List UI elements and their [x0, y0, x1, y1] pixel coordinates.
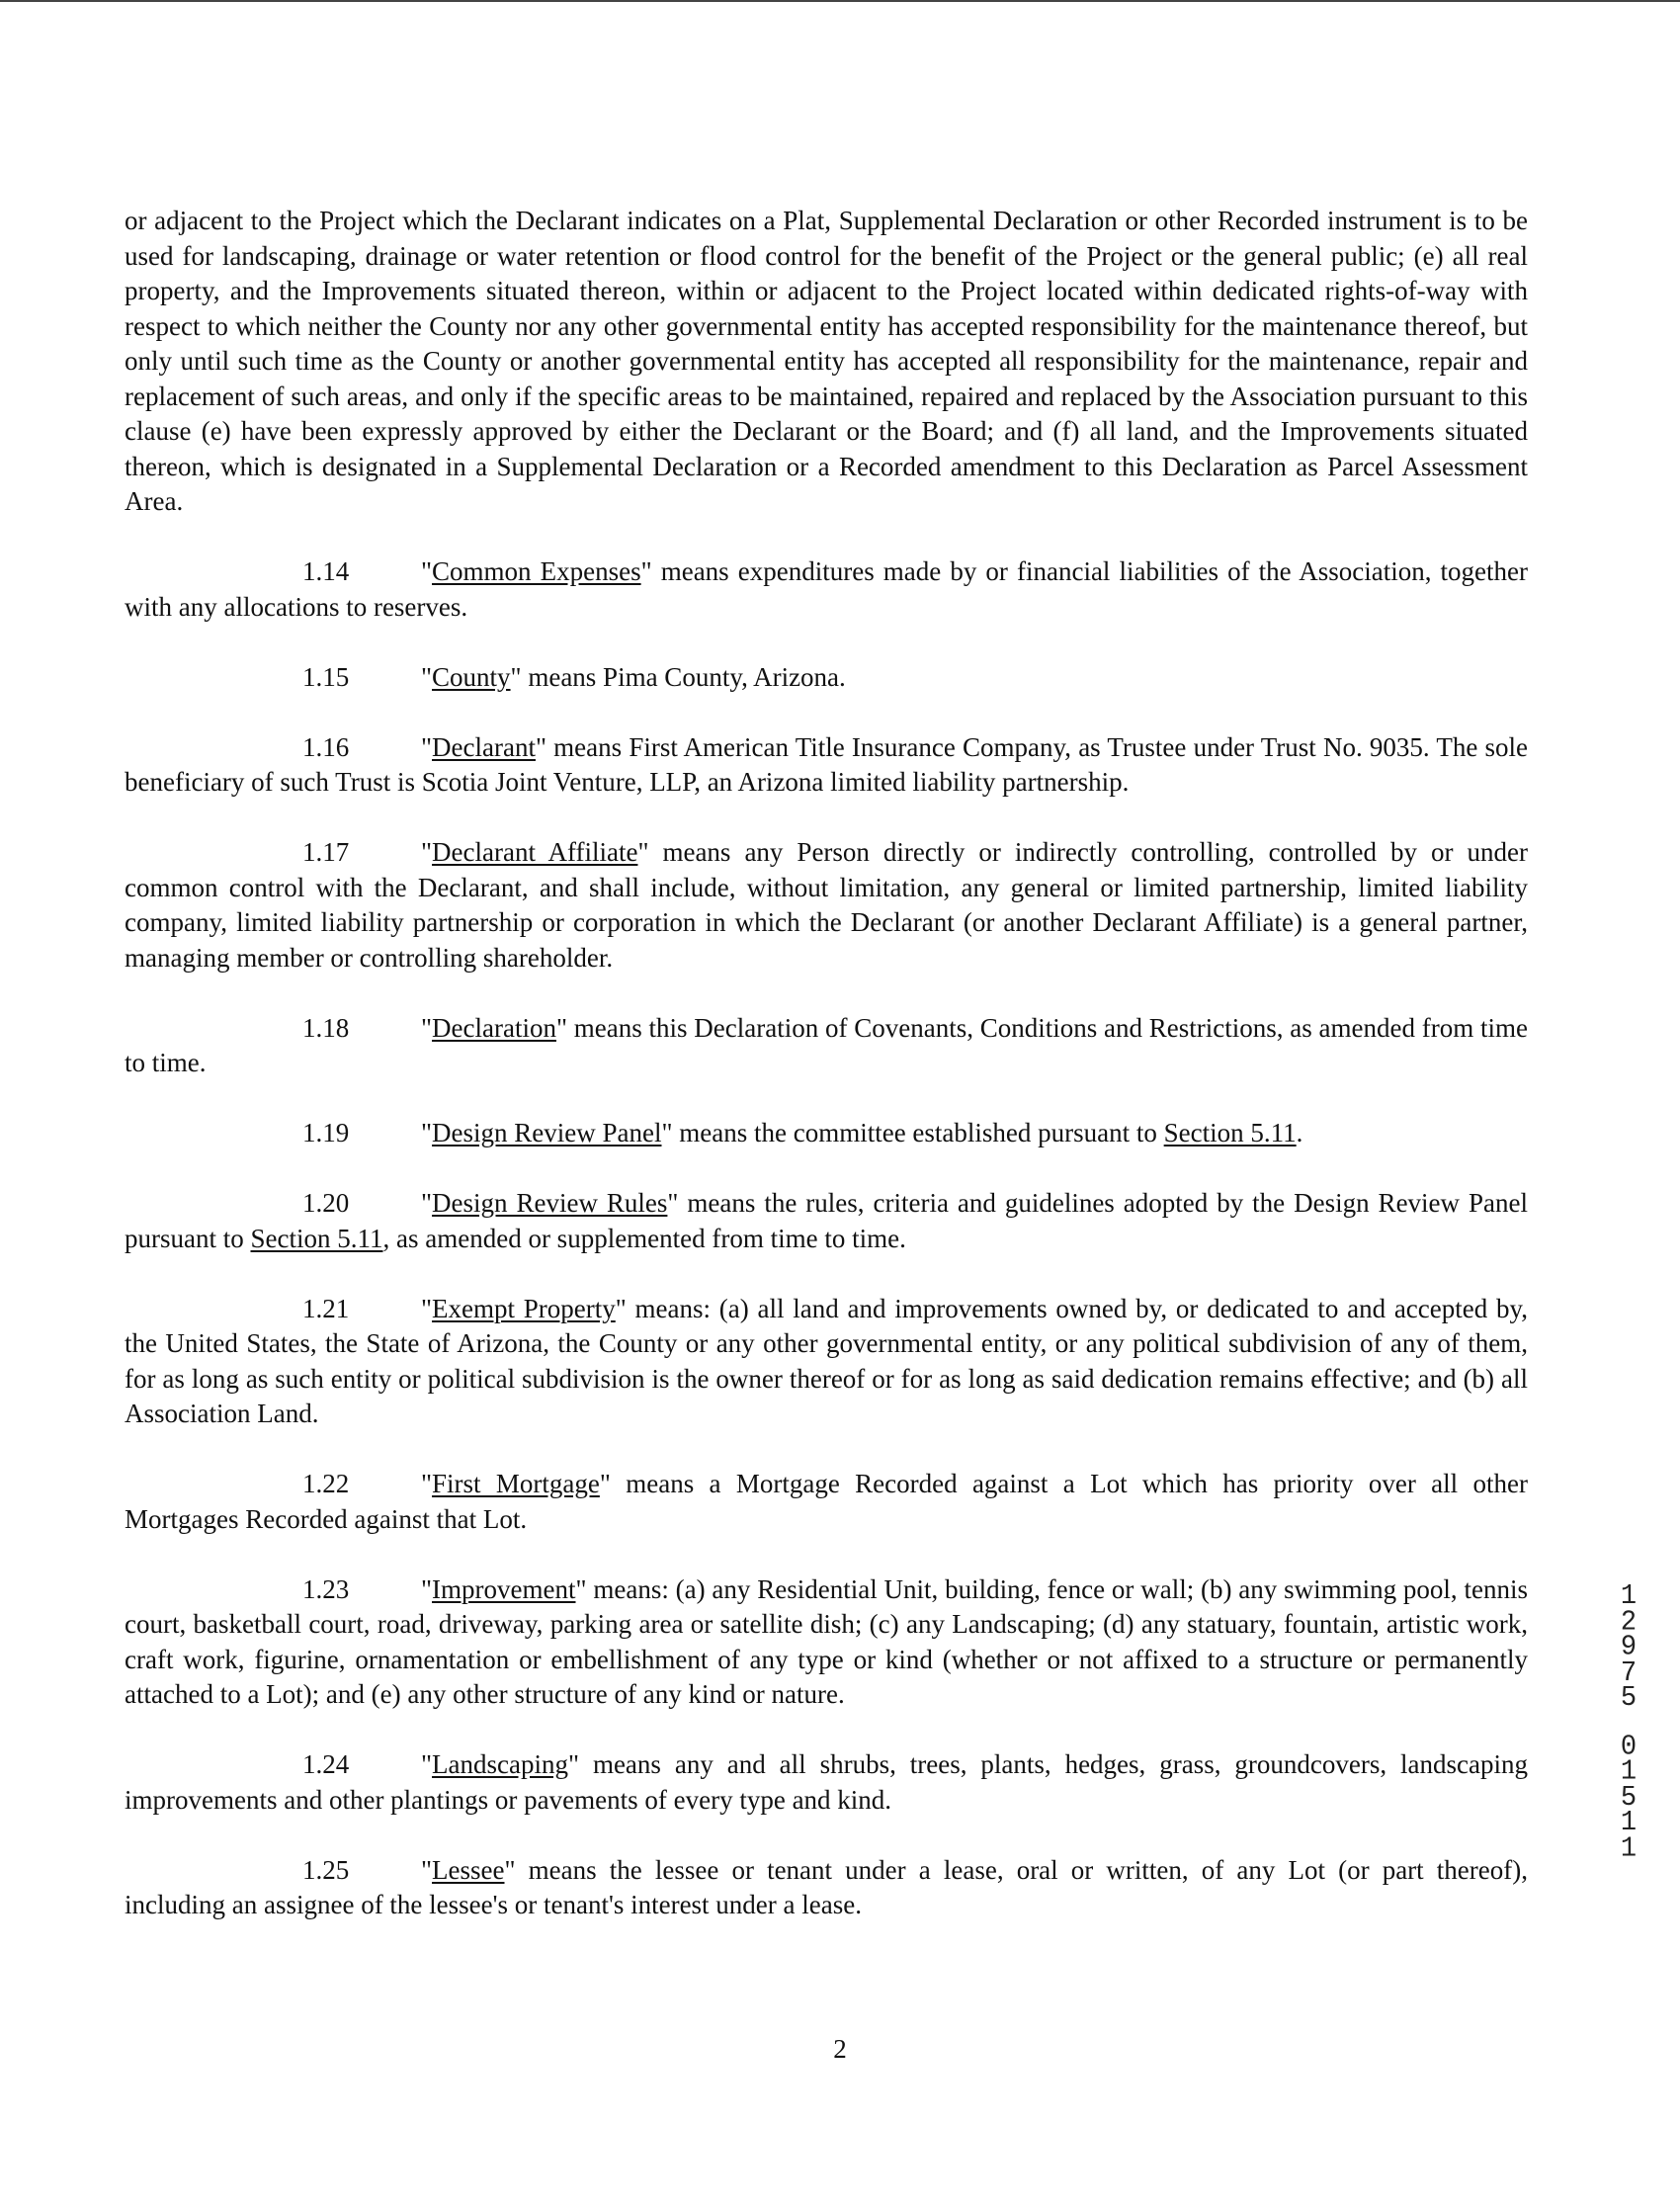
stamp-digit: 7	[1620, 1657, 1638, 1689]
definition-paragraph	[125, 1292, 1528, 1432]
quote-open: "	[421, 837, 433, 867]
continuation-paragraph: or adjacent to the Project which the Declarant indicates on a Plat, Supplemental Declaration or other Recorded instrument is to be used for landscaping, drainage or water retention or flood control for the benefit of the Project or the general public; (e) all real property, and the Improvements situated thereon, within or adjacent to the Project located within dedicated rights-of-way with respect to which neither the County nor any other governmental entity has accepted responsibility for the maintenance thereof, but only until such time as the County or another governmental entity has accepted all responsibility for the maintenance, repair and replacement of such areas, and only if the specific areas to be maintained, repaired and replaced by the Association pursuant to this clause (e) have been expressly approved by either the Declarant or the Board; and (f) all land, and the Improvements situated thereon, which is designated in a Supplemental Declaration or a Recorded amendment to this Declaration as Parcel Assessment Area.	[125, 206, 1528, 516]
quote-close: "	[575, 1573, 587, 1604]
quote-close: "	[637, 837, 649, 867]
defined-term: Exempt Property	[432, 1293, 616, 1323]
defined-term: First Mortgage	[432, 1469, 600, 1498]
section-number: 1.15	[302, 661, 350, 692]
definition-text-after: , as amended or supplemented from time to time.	[382, 1223, 906, 1253]
definition-text: means: (a) all land and improvements owned by, or dedicated to and accepted by, the United States, the State of Arizona, the County or any other governmental entity, or any political subdivision of any of them, for as long as such entity or political subdivision is the owner thereof or for as long as said dedication remains effective; and (b) all Association Land.	[125, 1293, 1528, 1428]
stamp-digit: 5	[1620, 1782, 1638, 1814]
definition-text: means: (a) any Residential Unit, building, fence or wall; (b) any swimming pool, tennis court, basketball court, road, driveway, parking area or satellite dish; (c) any Landscaping; (d) any statuary, fountain, artistic work, craft work, figurine, ornamentation or embellishment of any type or kind (whether or not affixed to a structure or permanently attached to a Lot); and (e) any other structure of any kind or nature.	[125, 1573, 1528, 1709]
definition-paragraph	[125, 1186, 1528, 1256]
definition-paragraph	[125, 1853, 1528, 1923]
defined-term: Design Review Rules	[432, 1188, 668, 1218]
section-number: 1.19	[302, 1118, 350, 1147]
quote-close: "	[599, 1469, 611, 1498]
quote-open: "	[421, 661, 433, 692]
quote-close: "	[535, 731, 546, 762]
quote-open: "	[421, 1012, 433, 1043]
definition-text: means any and all shrubs, trees, plants, hedges, grass, groundcovers, landscaping improvements and other plantings or pavements of every type and kind.	[125, 1749, 1528, 1815]
quote-close: "	[510, 661, 522, 692]
quote-close: "	[567, 1749, 580, 1779]
defined-term: Improvement	[432, 1573, 576, 1604]
stamp-digit: 1	[1620, 1756, 1638, 1789]
defined-term: Declarant	[432, 731, 536, 762]
quote-close: "	[555, 1012, 567, 1043]
section-number: 1.14	[302, 556, 350, 586]
stamp-digit: 1	[1620, 1832, 1638, 1865]
definitions-list	[125, 554, 1528, 1923]
definition-paragraph	[125, 660, 1528, 696]
defined-term: Lessee	[432, 1854, 505, 1885]
section-number: 1.23	[302, 1573, 350, 1604]
document-body	[125, 204, 1528, 1958]
definition-text: means any Person directly or indirectly controlling, controlled by or under common control with the Declarant, and shall include, without limitation, any general or limited partnership, limited liability company, limited liability partnership or corporation in which the Declarant (or another Declarant Affiliate) is a general partner, managing member or controlling shareholder.	[125, 837, 1528, 973]
stamp-digit: 1	[1620, 1808, 1638, 1839]
quote-open: "	[421, 1854, 433, 1885]
stamp-digit: 0	[1620, 1731, 1638, 1763]
quote-open: "	[421, 556, 433, 586]
defined-term: Design Review Panel	[432, 1118, 662, 1147]
definition-text: means the committee established pursuant to	[672, 1118, 1164, 1147]
section-number: 1.24	[302, 1749, 350, 1779]
quote-close: "	[504, 1854, 516, 1885]
definition-paragraph	[125, 554, 1528, 625]
definition-text: means First American Title Insurance Company, as Trustee under Trust No. 9035. The sole beneficiary of such Trust is Scotia Joint Venture, LLP, an Arizona limited liability partnership.	[125, 731, 1528, 797]
defined-term: County	[432, 661, 511, 692]
definition-text: means expenditures made by or financial liabilities of the Association, together with any allocations to reserves.	[125, 556, 1528, 622]
section-number: 1.22	[302, 1469, 350, 1498]
stamp-digit: 5	[1620, 1683, 1638, 1715]
section-number: 1.20	[302, 1188, 350, 1218]
section-number: 1.18	[302, 1012, 350, 1043]
definition-text: means a Mortgage Recorded against a Lot which has priority over all other Mortgages Recorded against that Lot.	[125, 1469, 1528, 1534]
section-number: 1.16	[302, 731, 350, 762]
definition-paragraph	[125, 835, 1528, 976]
definition-paragraph	[125, 1011, 1528, 1081]
quote-close: "	[615, 1293, 627, 1323]
recording-stamp	[1609, 1581, 1648, 1865]
defined-term: Landscaping	[432, 1749, 568, 1779]
quote-open: "	[421, 1118, 433, 1147]
quote-open: "	[421, 731, 433, 762]
definition-paragraph	[125, 730, 1528, 801]
definition-text: means this Declaration of Covenants, Conditions and Restrictions, as amended from time to time.	[125, 1012, 1528, 1077]
defined-term: Declarant Affiliate	[432, 837, 638, 867]
stamp-digit: 9	[1620, 1632, 1638, 1664]
defined-term: Common Expenses	[432, 556, 641, 586]
definition-paragraph	[125, 1572, 1528, 1713]
defined-term: Declaration	[432, 1012, 556, 1043]
section-number: 1.21	[302, 1293, 350, 1323]
section-reference: Section 5.11	[1163, 1118, 1297, 1147]
definition-text: means the lessee or tenant under a lease, oral or written, of any Lot (or part thereof), including an assignee of the lessee's or tenant's interest under a lease.	[125, 1854, 1528, 1919]
quote-open: "	[421, 1293, 433, 1323]
stamp-digit: 1	[1620, 1581, 1638, 1613]
page-top-edge	[0, 0, 1680, 2]
quote-open: "	[421, 1573, 433, 1604]
quote-open: "	[421, 1749, 433, 1779]
definition-text-after: .	[1296, 1118, 1303, 1147]
section-number: 1.25	[302, 1854, 350, 1885]
quote-close: "	[667, 1188, 679, 1218]
definition-paragraph	[125, 1467, 1528, 1537]
definition-paragraph	[125, 1116, 1528, 1151]
stamp-digit: 2	[1620, 1606, 1638, 1639]
section-number: 1.17	[302, 837, 350, 867]
definition-text: means the rules, criteria and guidelines adopted by the Design Review Panel pursuant to	[125, 1188, 1528, 1253]
page-number: 2	[833, 2034, 847, 2064]
quote-close: "	[661, 1118, 673, 1147]
quote-open: "	[421, 1188, 433, 1218]
quote-close: "	[640, 556, 652, 586]
definition-text: means Pima County, Arizona.	[521, 661, 846, 692]
definition-paragraph	[125, 1747, 1528, 1818]
quote-open: "	[421, 1469, 433, 1498]
section-reference: Section 5.11	[250, 1223, 383, 1253]
